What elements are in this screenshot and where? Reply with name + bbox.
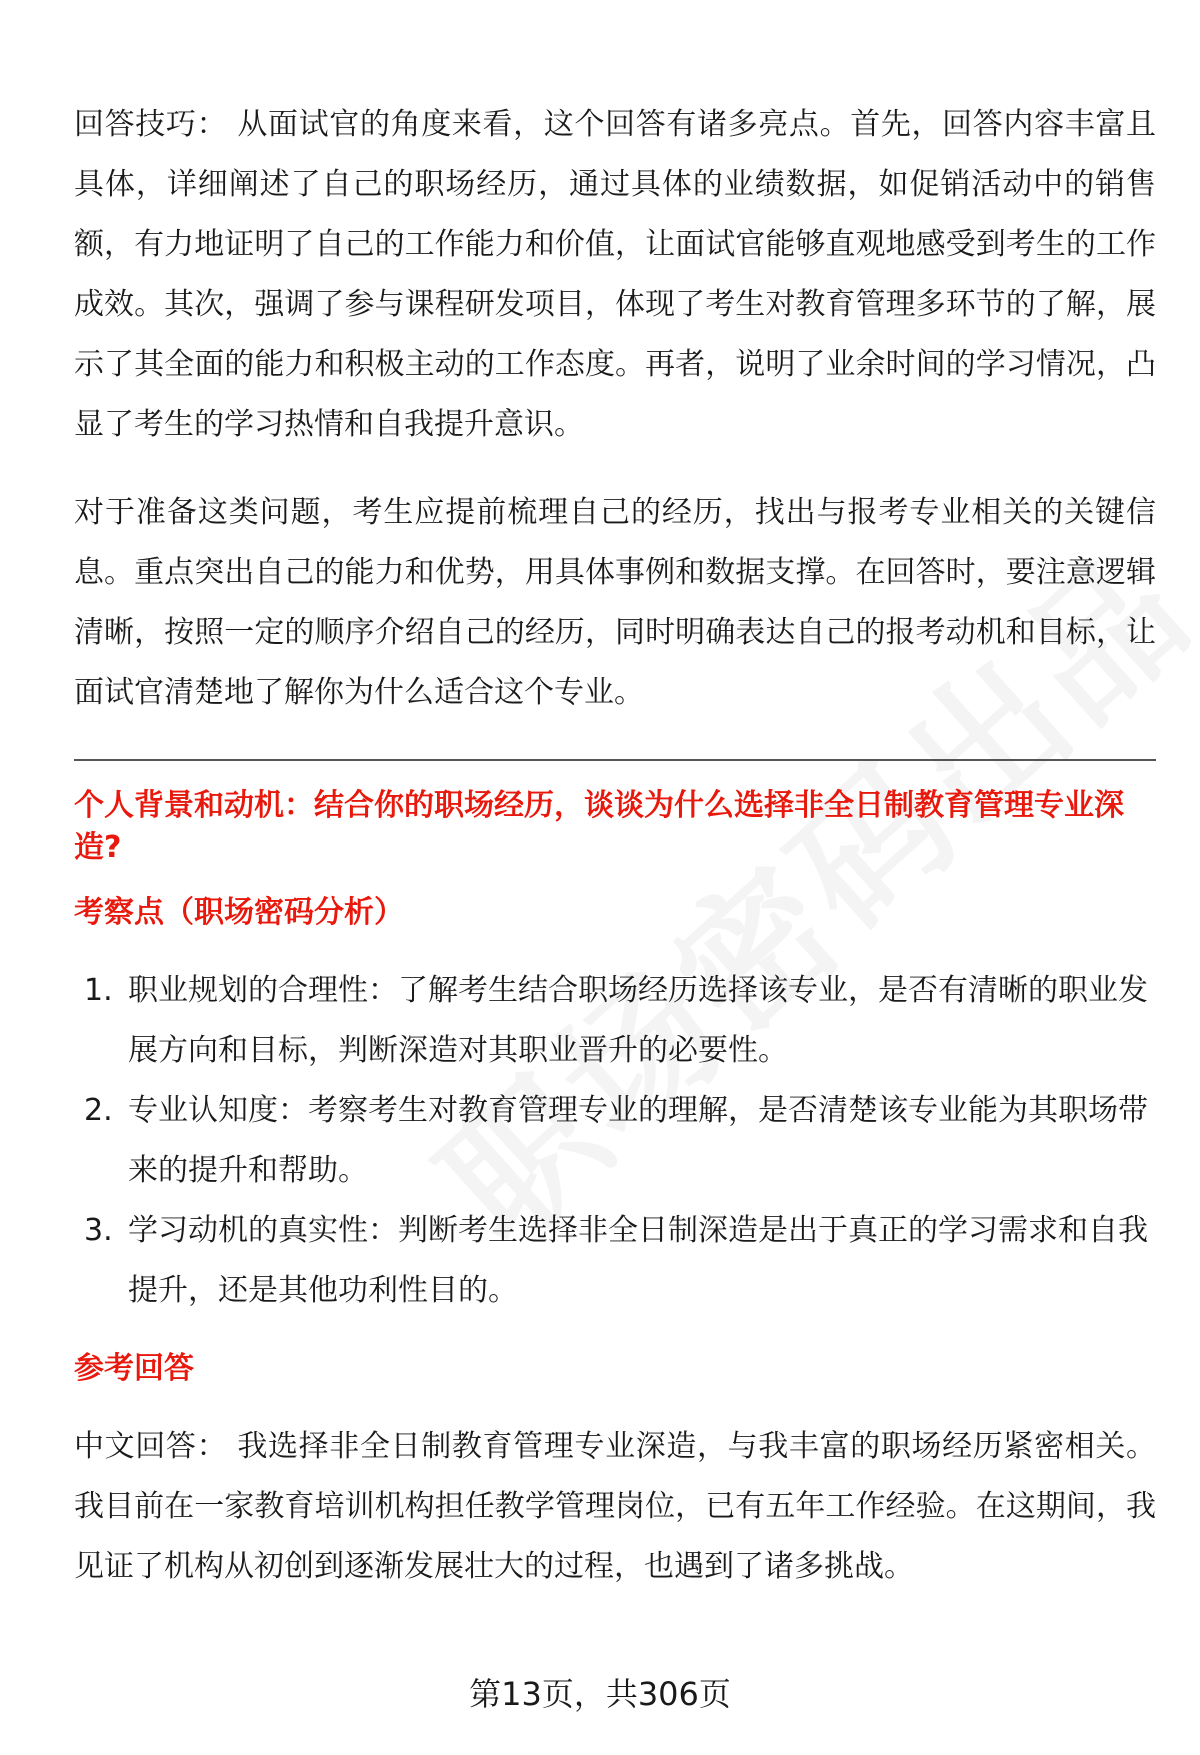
list-item	[74, 1081, 1156, 1201]
assessment-heading: 考察点（职场密码分析）	[74, 895, 404, 930]
list-item-number: 2.	[84, 1093, 113, 1128]
page-number-footer: 第13页，共306页	[469, 1675, 731, 1713]
section-divider	[74, 759, 1156, 761]
list-item-text: 专业认知度：考察考生对教育管理专业的理解，是否清楚该专业能为其职场带来的提升和帮助。	[128, 1093, 1148, 1188]
preparation-advice-paragraph: 对于准备这类问题，考生应提前梳理自己的经历，找出与报考专业相关的关键信息。重点突出自己的能力和优势，用具体事例和数据支撑。在回答时，要注意逻辑清晰，按照一定的顺序介绍自己的经历，同时明确表达自己的报考动机和目标，让面试官清楚地了解你为什么适合这个专业。	[74, 495, 1156, 710]
list-item	[74, 1201, 1156, 1321]
reference-answer-paragraph: 中文回答： 我选择非全日制教育管理专业深造，与我丰富的职场经历紧密相关。我目前在一家教育培训机构担任教学管理岗位，已有五年工作经验。在这期间，我见证了机构从初创到逐渐发展壮大的过程，也遇到了诸多挑战。	[74, 1429, 1156, 1584]
list-item	[74, 961, 1156, 1081]
list-item-text: 学习动机的真实性：判断考生选择非全日制深造是出于真正的学习需求和自我提升，还是其他功利性目的。	[128, 1213, 1148, 1308]
list-item-number: 1.	[84, 973, 113, 1008]
list-item-number: 3.	[84, 1213, 113, 1248]
list-item-text: 职业规划的合理性：了解考生结合职场经历选择该专业，是否有清晰的职业发展方向和目标，判断深造对其职业晋升的必要性。	[128, 973, 1148, 1068]
answer-tips-paragraph: 回答技巧： 从面试官的角度来看，这个回答有诸多亮点。首先，回答内容丰富且具体，详细阐述了自己的职场经历，通过具体的业绩数据，如促销活动中的销售额，有力地证明了自己的工作能力和价值，让面试官能够直观地感受到考生的工作成效。其次，强调了参与课程研发项目，体现了考生对教育管理多环节的了解，展示了其全面的能力和积极主动的工作态度。再者，说明了业余时间的学习情况，凸显了考生的学习热情和自我提升意识。	[74, 107, 1156, 442]
reference-heading: 参考回答	[74, 1351, 194, 1386]
question-heading: 个人背景和动机：结合你的职场经历，谈谈为什么选择非全日制教育管理专业深造?	[74, 788, 1124, 865]
document-page	[74, 95, 1156, 1625]
assessment-points-list	[74, 961, 1156, 1321]
